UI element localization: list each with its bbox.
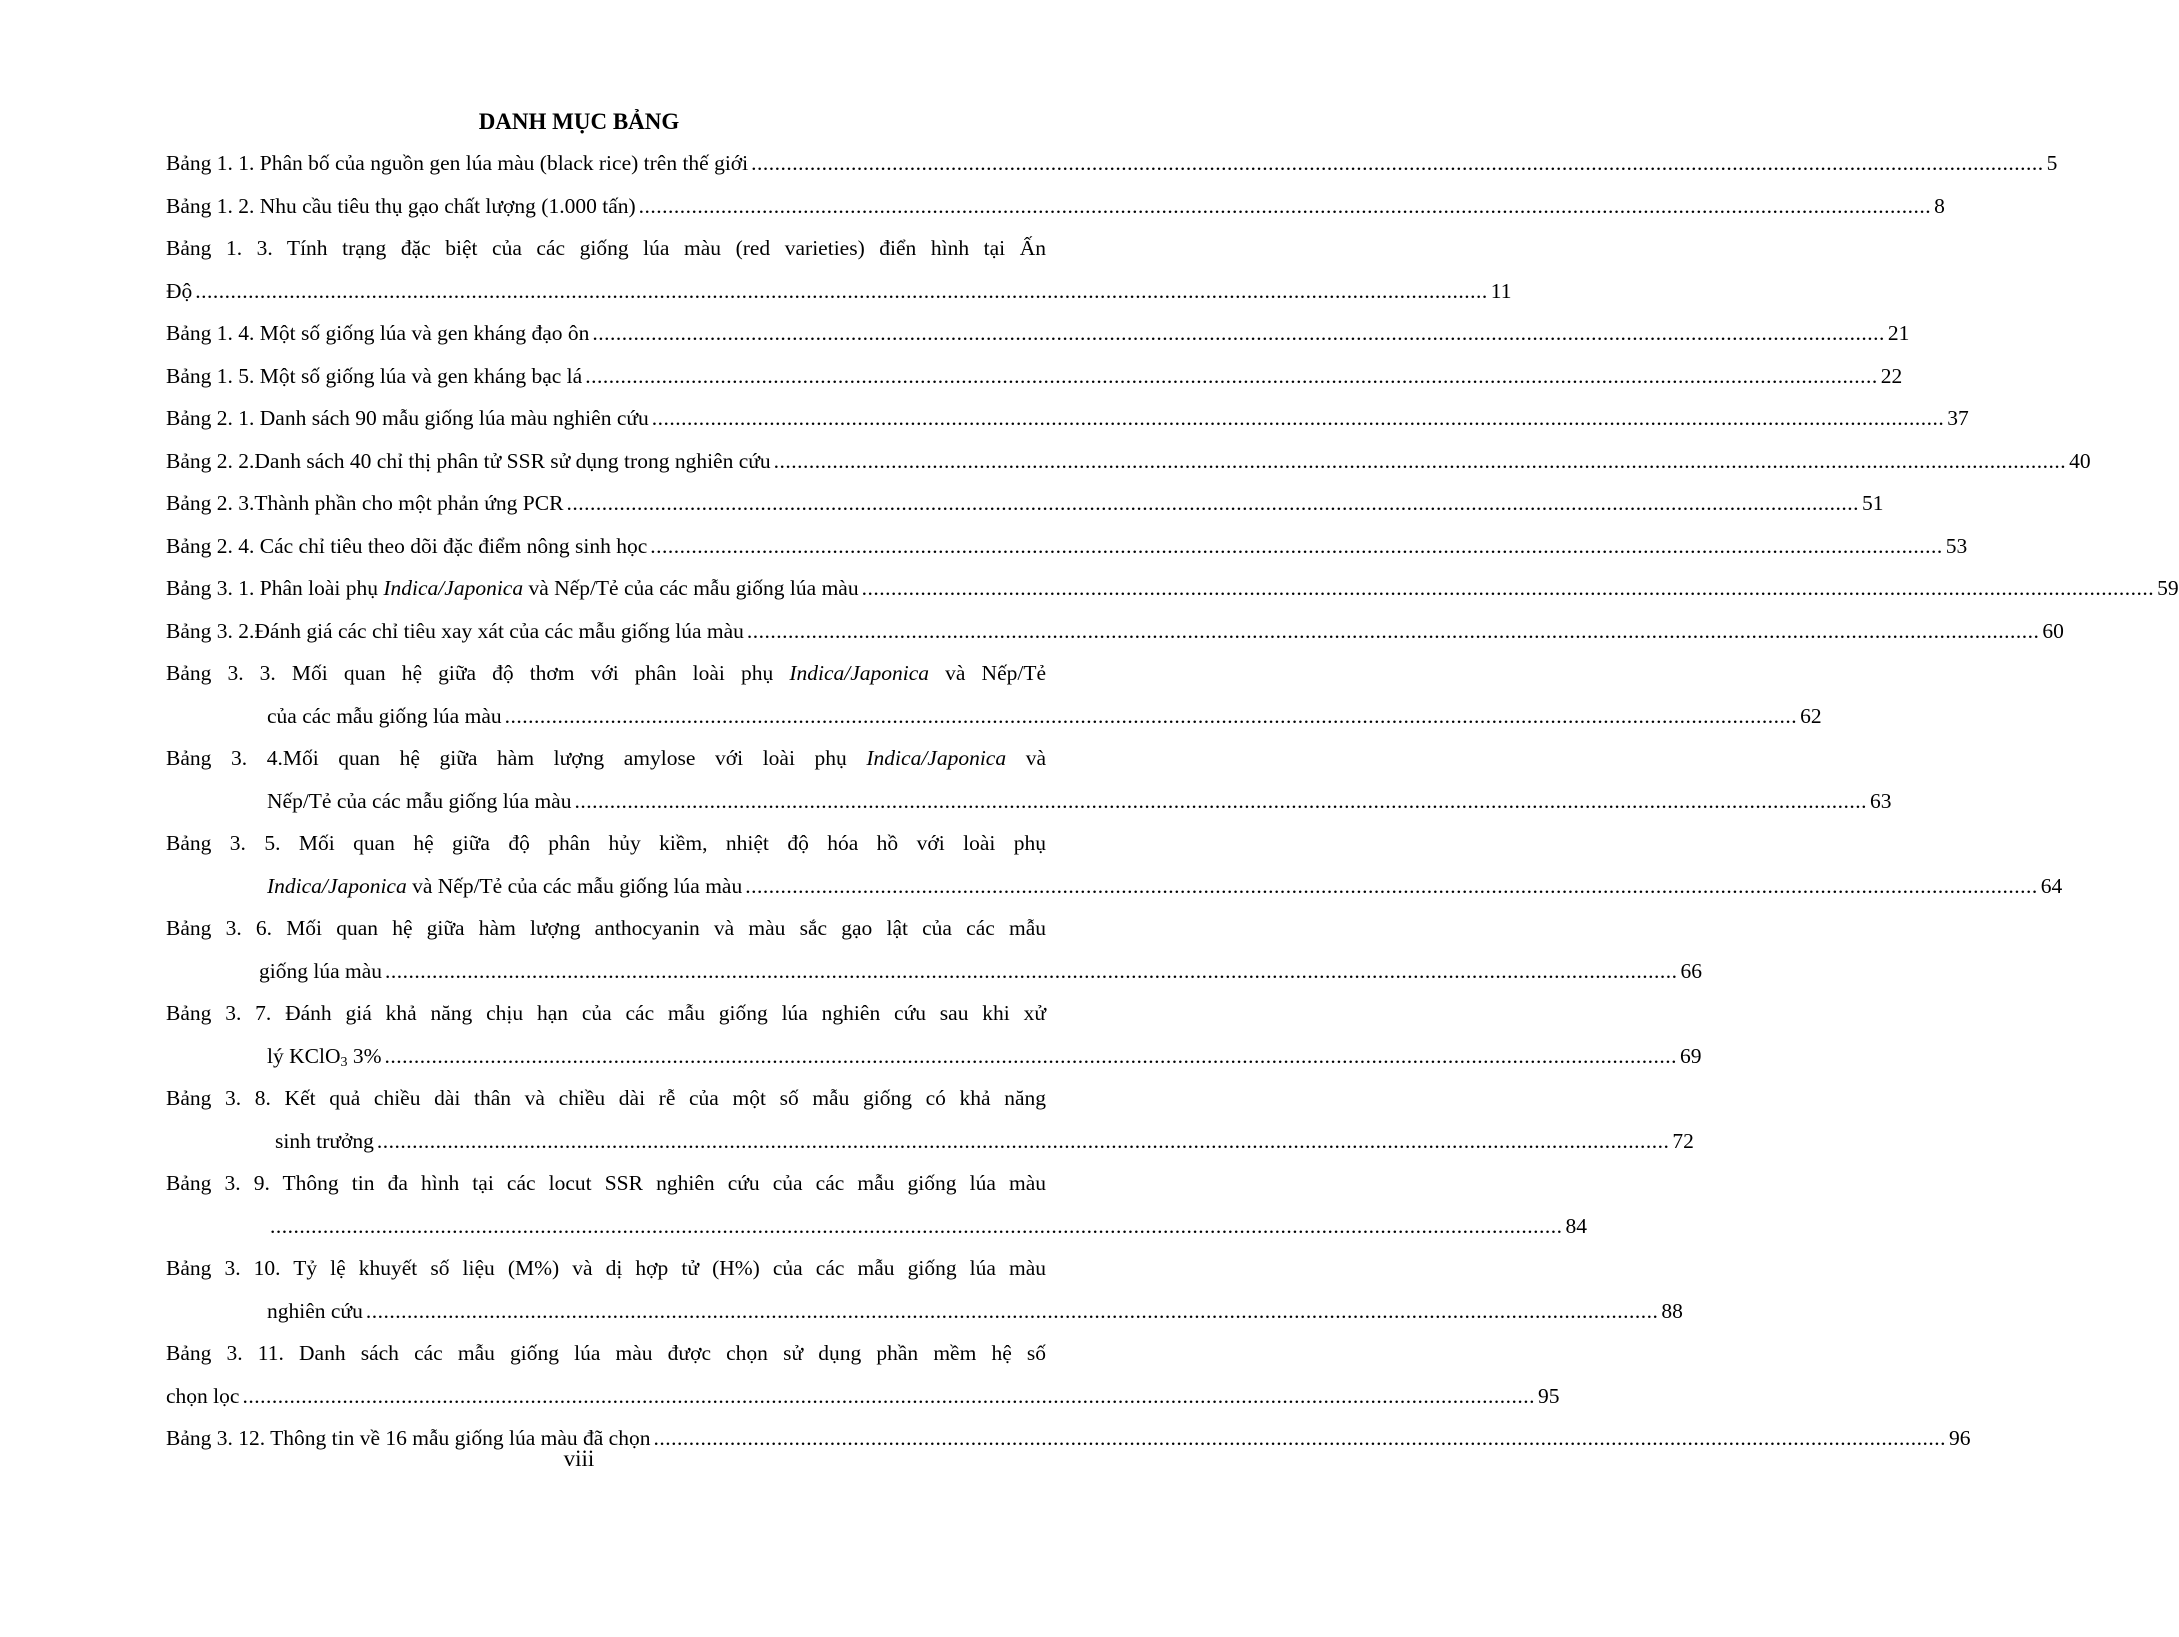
entry-page: 40 [2069,448,2091,473]
leader-dots: ............................................................................................................................................................................................................................ [592,321,1885,345]
entry-page: 53 [1945,533,1968,558]
leader-dots: ............................................................................................................................................................................................................................ [861,576,2155,600]
entry-title-line1: Bảng 3. 4.Mối quan hệ giữa hàm lượng amylose với loài phụ Indica/Japonica và [166,746,1047,770]
entry-title-line1: Bảng 3. 6. Mối quan hệ giữa hàm lượng anthocyanin và màu sắc gạo lật của các mẫu [166,916,1046,940]
entry-page: 64 [2040,873,2063,898]
entry-page: 60 [2042,618,2064,643]
toc-entry[interactable] [166,142,2058,185]
entry-title-line1: Bảng 1. 3. Tính trạng đặc biệt của các giống lúa màu (red varieties) điển hình tại Ấn [166,236,1046,260]
entry-page: 5 [2046,151,2058,175]
italic-term: Indica/Japonica [789,661,930,685]
entry-page: 21 [1887,321,1910,345]
entry-title-line1: Bảng 3. 11. Danh sách các mẫu giống lúa màu được chọn sử dụng phần mềm hệ số [166,1341,1046,1365]
entry-page: 88 [1661,1298,1683,1323]
toc-entry[interactable] [166,822,2063,907]
entry-page: 11 [1490,278,1512,303]
entry-title: Bảng 2. 1. Danh sách 90 mẫu giống lúa màu nghiên cứu [166,406,649,430]
toc-entry[interactable] [166,355,1903,398]
entry-title: Bảng 2. 3.Thành phần cho một phản ứng PCR [166,491,564,515]
entry-title-line1: Bảng 3. 5. Mối quan hệ giữa độ phân hủy kiềm, nhiệt độ hóa hồ với loài phụ [166,831,1046,855]
leader-dots: ............................................................................................................................................................................................................................ [585,363,1878,388]
toc-entry[interactable] [166,1077,1694,1162]
entry-title-line2: nghiên cứu [267,1298,363,1323]
toc-entry[interactable] [166,652,1822,737]
toc-entry[interactable] [166,440,2091,483]
toc-entry[interactable] [166,482,1884,525]
leader-dots: ............................................................................................................................................................................................................................ [751,151,2044,175]
entry-page: 72 [1672,1128,1694,1153]
toc-entry[interactable] [166,1162,1587,1247]
entry-title: Bảng 1. 1. Phân bố của nguồn gen lúa màu (black rice) trên thế giới [166,151,749,175]
leader-dots: ............................................................................................................................................................................................................................ [746,618,2040,643]
leader-dots: ............................................................................................................................................................................................................................ [504,703,1798,728]
italic-term: Indica/Japonica [866,746,1007,770]
italic-term: Indica/Japonica [383,576,524,600]
toc-entry[interactable] [166,907,1703,992]
entry-page: 37 [1947,406,1969,430]
entry-title-line2: Indica/Japonica và Nếp/Tẻ của các mẫu giống lúa màu [267,873,743,898]
entry-title-line1: Bảng 3. 10. Tỷ lệ khuyết số liệu (M%) và dị hợp tử (H%) của các mẫu giống lúa màu [166,1256,1046,1280]
toc-entry[interactable] [166,185,1945,228]
leader-dots: ............................................................................................................................................................................................................................ [653,1426,1946,1450]
entry-title: Bảng 3. 2.Đánh giá các chỉ tiêu xay xát của các mẫu giống lúa màu [166,618,744,643]
entry-title: Bảng 2. 4. Các chỉ tiêu theo dõi đặc điểm nông sinh học [166,533,648,558]
table-of-contents [166,142,2179,1460]
leader-dots: ............................................................................................................................................................................................................................ [376,1128,1670,1153]
leader-dots: ............................................................................................................................................................................................................................ [385,958,1678,983]
entry-title: Bảng 3. 1. Phân loài phụ Indica/Japonica và Nếp/Tẻ của các mẫu giống lúa màu [166,576,859,600]
leader-dots: ............................................................................................................................................................................................................................ [773,448,2067,473]
italic-term: Indica/Japonica [267,873,407,898]
leader-dots: ............................................................................................................................................................................................................................ [365,1298,1659,1323]
entry-page: 84 [1565,1213,1587,1238]
entry-page: 69 [1680,1043,1702,1068]
entry-title-line2: sinh trưởng [275,1128,374,1153]
entry-title-line1: Bảng 3. 8. Kết quả chiều dài thân và chiều dài rễ của một số mẫu giống có khả năng [166,1086,1046,1110]
entry-title: Bảng 1. 2. Nhu cầu tiêu thụ gạo chất lượng (1.000 tấn) [166,193,636,218]
toc-entry[interactable] [166,227,1512,312]
page-number: viii [563,1446,595,1471]
entry-title: Bảng 1. 4. Một số giống lúa và gen kháng đạo ôn [166,321,590,345]
leader-dots: ............................................................................................................................................................................................................................ [195,278,1488,303]
toc-entry[interactable] [166,312,1910,355]
entry-title-line1: Bảng 3. 3. Mối quan hệ giữa độ thơm với phân loài phụ Indica/Japonica và Nếp/Tẻ [166,661,1047,685]
entry-title-line2: chọn lọc [166,1383,240,1408]
entry-page: 51 [1861,491,1884,515]
entry-page: 8 [1934,193,1945,218]
entry-title-line1: Bảng 3. 7. Đánh giá khả năng chịu hạn của các mẫu giống lúa nghiên cứu sau khi xử [166,1001,1046,1025]
leader-dots: ............................................................................................................................................................................................................................ [270,1213,1563,1238]
leader-dots: ............................................................................................................................................................................................................................ [638,193,1932,218]
page-title: DANH MỤC BẢNG [478,109,680,134]
leader-dots: ............................................................................................................................................................................................................................ [651,406,1945,430]
toc-entry[interactable] [166,525,1968,568]
leader-dots: ............................................................................................................................................................................................................................ [242,1383,1535,1408]
toc-entry[interactable] [166,992,1702,1077]
entry-title-line2: của các mẫu giống lúa màu [267,703,502,728]
entry-title: Bảng 1. 5. Một số giống lúa và gen kháng bạc lá [166,363,583,388]
entry-page: 62 [1800,703,1822,728]
toc-entry[interactable] [166,737,1892,822]
toc-entry[interactable] [166,610,2064,653]
entry-title-line2: Nếp/Tẻ của các mẫu giống lúa màu [267,788,572,813]
leader-dots: ............................................................................................................................................................................................................................ [384,1043,1678,1068]
entry-page: 95 [1537,1383,1560,1408]
toc-entry[interactable] [166,1247,1683,1332]
entry-title: Bảng 3. 12. Thông tin về 16 mẫu giống lúa màu đã chọn [166,1426,651,1450]
leader-dots: ............................................................................................................................................................................................................................ [745,873,2038,898]
entry-title-line1: Bảng 3. 9. Thông tin đa hình tại các locut SSR nghiên cứu của các mẫu giống lúa màu [166,1171,1046,1195]
toc-entry[interactable] [166,397,1969,440]
leader-dots: ............................................................................................................................................................................................................................ [650,533,1943,558]
entry-page: 22 [1880,363,1903,388]
entry-page: 66 [1680,958,1703,983]
toc-entry[interactable] [166,1332,1560,1417]
entry-page: 63 [1869,788,1892,813]
leader-dots: ............................................................................................................................................................................................................................ [574,788,1867,813]
entry-page: 59 [2157,576,2179,600]
entry-title: Bảng 2. 2.Danh sách 40 chỉ thị phân tử SSR sử dụng trong nghiên cứu [166,448,771,473]
entry-title-line2: giống lúa màu [259,958,383,983]
toc-entry[interactable] [166,567,2179,610]
entry-page: 96 [1948,1426,1971,1450]
entry-title-line2: lý KClO$_3$ 3% [267,1043,382,1070]
entry-title-line2: Độ [166,278,193,303]
leader-dots: ............................................................................................................................................................................................................................ [566,491,1859,515]
